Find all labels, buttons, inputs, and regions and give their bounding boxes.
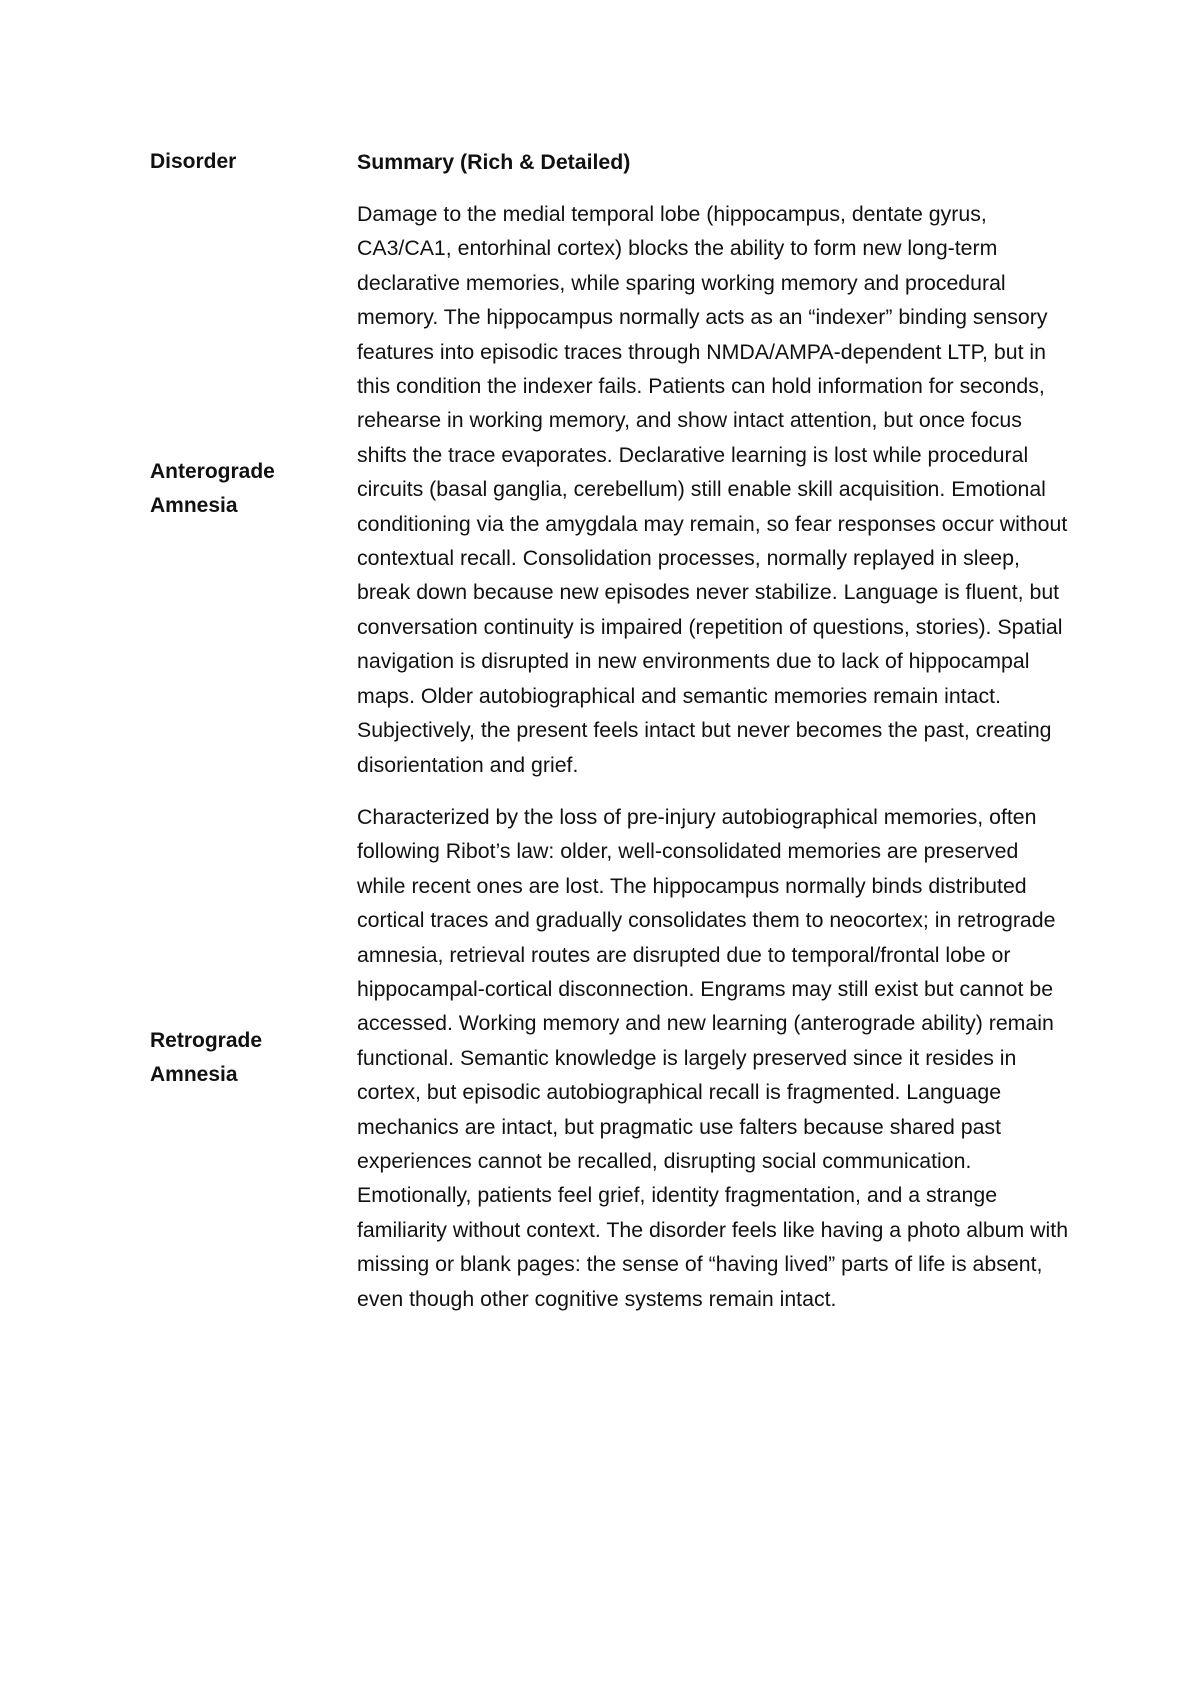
summary-text: Damage to the medial temporal lobe (hippocampus, dentate gyrus, CA3/CA1, entorhinal cortex) blocks the ability to form new long-term declarative memories, while sparing working memory and procedural memory. The hippocampus normally acts as an “indexer” binding sensory features into episodic traces through NMDA/AMPA-dependent LTP, but in this condition the indexer fails. Patients can hold information for seconds, rehearse in working memory, and show intact attention, but once focus shifts the trace evaporates. Declarative learning is lost while procedural circuits (basal ganglia, cerebellum) still enable skill acquisition. Emotional conditioning via the amygdala may remain, so fear responses occur without contextual recall. Consolidation processes, normally replayed in sleep, break down because new episodes never stabilize. Language is fluent, but conversation continuity is impaired (repetition of questions, stories). Spatial navigation is disrupted in new environments due to lack of hippocampal maps. Older autobiographical and semantic memories remain intact. Subjectively, the present feels intact but never becomes the past, creating disorientation and grief. xyxy=(357,202,1068,777)
disorder-name-line2: Amnesia xyxy=(150,494,238,518)
disorder-name-line1: Anterograde xyxy=(150,460,275,484)
header-disorder: Disorder xyxy=(150,150,237,173)
table-row-anterograde xyxy=(150,197,1070,782)
disorder-summary xyxy=(357,800,1070,1316)
disorder-summary xyxy=(357,197,1070,782)
summary-text: Characterized by the loss of pre-injury autobiographical memories, often following Ribot’s law: older, well-consolidated memories are preserved while recent ones are lost. The hippocampus normally binds distributed cortical traces and gradually consolidates them to neocortex; in retrograde amnesia, retrieval routes are disrupted due to temporal/frontal lobe or hippocampal-cortical disconnection. Engrams may still exist but cannot be accessed. Working memory and new learning (anterograde ability) remain functional. Semantic knowledge is largely preserved since it resides in cortex, but episodic autobiographical recall is fragmented. Language mechanics are intact, but pragmatic use falters because shared past experiences cannot be recalled, disrupting social communication. Emotionally, patients feel grief, identity fragmentation, and a strange familiarity without context. The disorder feels like having a photo album with missing or blank pages: the sense of “having lived” parts of life is absent, even though other cognitive systems remain intact. xyxy=(357,804,1069,1311)
disorder-name xyxy=(150,455,357,523)
table-header-row xyxy=(150,145,1070,193)
disorder-name-line1: Retrograde xyxy=(150,1028,263,1052)
disorder-name xyxy=(150,1024,357,1092)
disorder-table xyxy=(150,145,1070,1334)
table-row-retrograde xyxy=(150,800,1070,1316)
header-summary: Summary (Rich & Detailed) xyxy=(357,150,631,174)
disorder-name-line2: Amnesia xyxy=(150,1062,238,1086)
